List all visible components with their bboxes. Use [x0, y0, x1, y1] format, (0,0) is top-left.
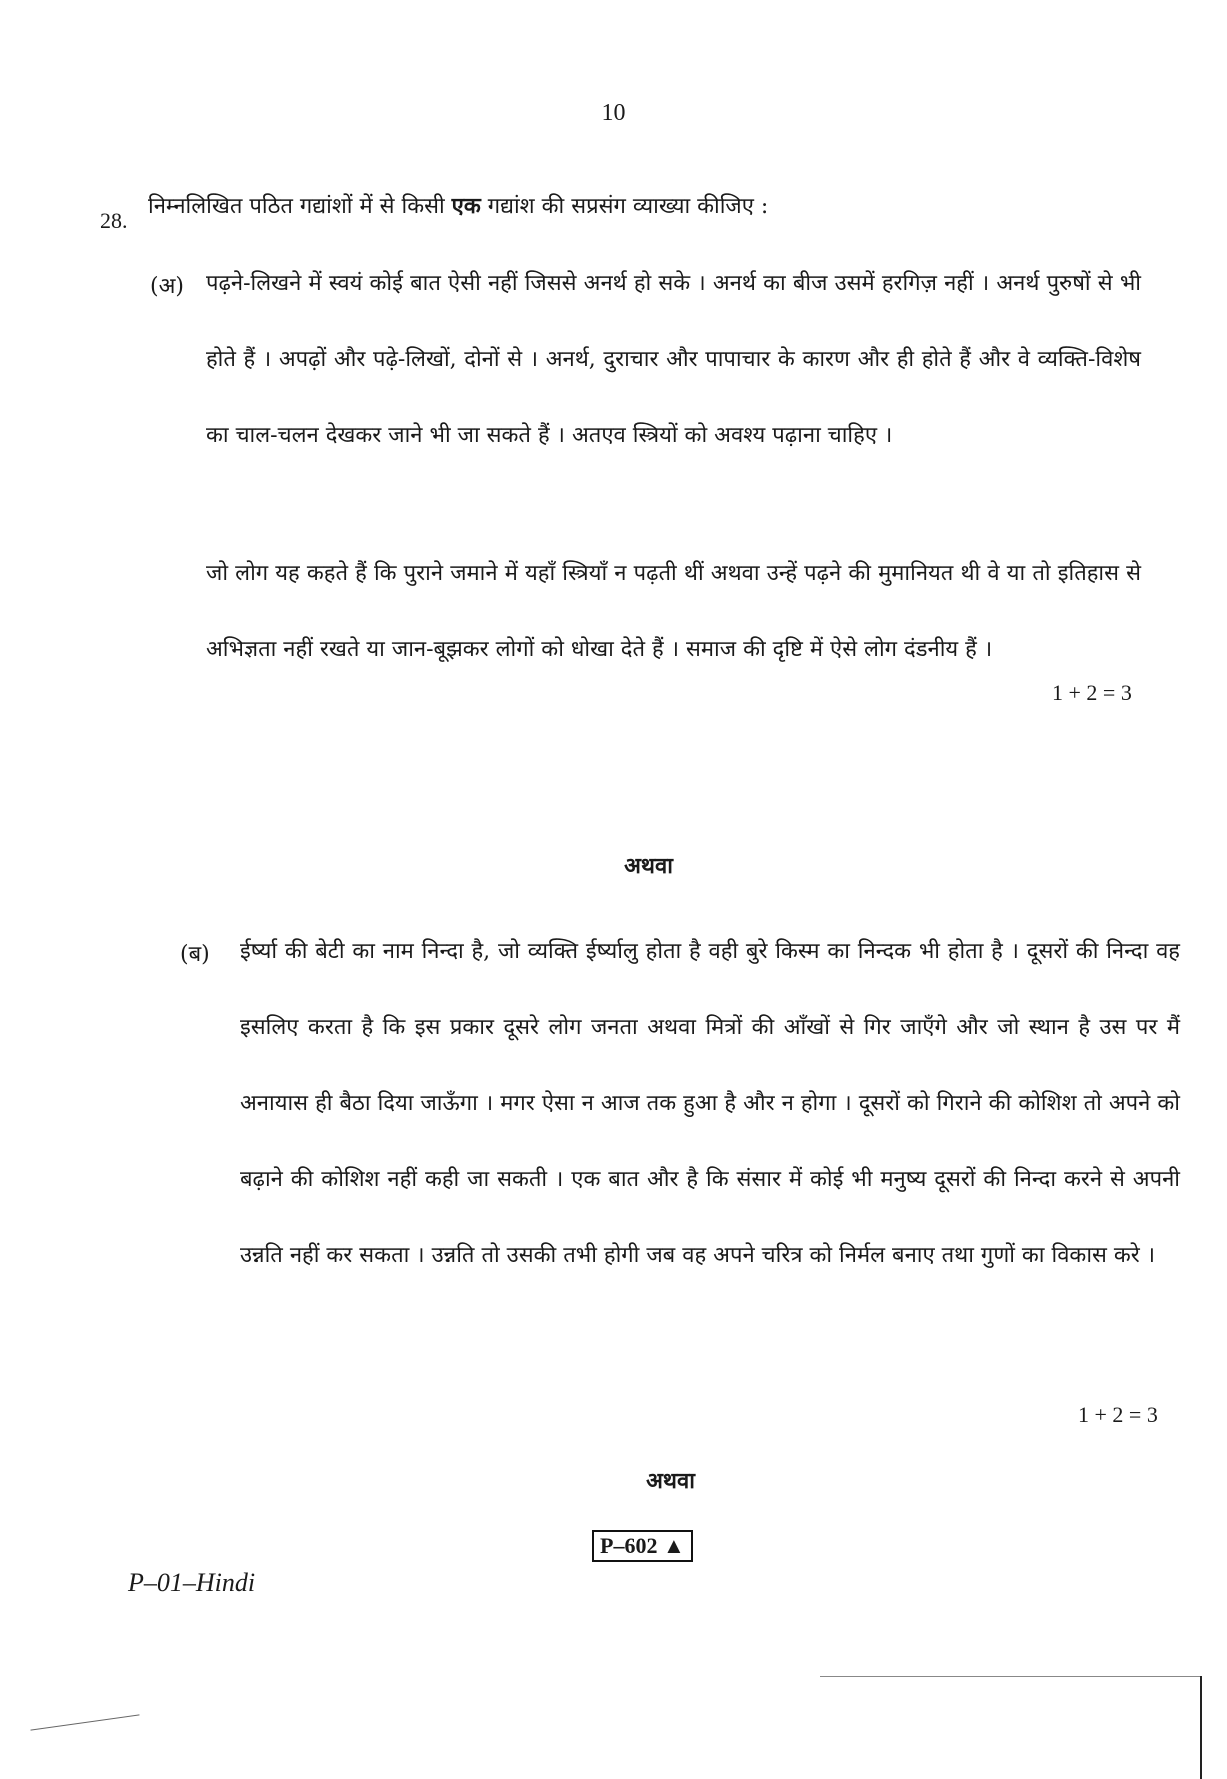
page-number: 10 — [601, 100, 626, 126]
separator-or-2: अथवा — [646, 1468, 695, 1494]
instruction-text-before: निम्नलिखित पठित गद्यांशों में से किसी — [148, 194, 452, 219]
instruction-emphasis: एक — [451, 193, 481, 219]
scan-edge-right — [1200, 1676, 1202, 1779]
option-a-paragraph-2: जो लोग यह कहते हैं कि पुराने जमाने में यहाँ स्त्रियाँ न पढ़ती थीं अथवा उन्हें पढ़ने की मुमानियत थी वे या तो इतिहास से अभिज्ञता नहीं रखते या जान-बूझकर लोगों को धोखा देते हैं । समाज की दृष्टि में ऐसे लोग दंडनीय हैं । — [206, 561, 1141, 662]
scan-edge-bottom-right — [820, 1676, 1200, 1677]
instruction-text-after: गद्यांश की सप्रसंग व्याख्या कीजिए : — [480, 194, 769, 219]
question-instruction — [148, 190, 768, 220]
footer-subject-code: P–01–Hindi — [128, 1568, 256, 1597]
option-a-marks: 1 + 2 = 3 — [1052, 680, 1132, 705]
paper-code: P–602 ▲ — [592, 1530, 693, 1562]
option-b-paragraph-1: ईर्ष्या की बेटी का नाम निन्दा है, जो व्यक्ति ईर्ष्यालु होता है वही बुरे किस्म का निन्दक भी होता है । दूसरों की निन्दा वह इसलिए करता है कि इस प्रकार दूसरे लोग जनता अथवा मित्रों की आँखों से गिर जाएँगे और जो स्थान है उस पर मैं अनायास ही बैठा दिया जाऊँगा । मगर ऐसा न आज तक हुआ है और न होगा । दूसरों को गिराने की कोशिश तो अपने को बढ़ाने की कोशिश नहीं कही जा सकती । एक बात और है कि संसार में कोई भी मनुष्य दूसरों की निन्दा करने से अपनी उन्नति नहीं कर सकता । उन्नति तो उसकी तभी होगी जब वह अपने चरित्र को निर्मल बनाए तथा गुणों का विकास करे । — [240, 939, 1180, 1268]
scan-edge-bottom-left — [30, 1714, 139, 1730]
option-b-label: (ब) — [180, 942, 210, 967]
separator-or-1: अथवा — [624, 853, 673, 879]
option-a-paragraph-1: पढ़ने-लिखने में स्वयं कोई बात ऐसी नहीं जिससे अनर्थ हो सके । अनर्थ का बीज उसमें हरगिज़ नहीं । अनर्थ पुरुषों से भी होते हैं । अपढ़ों और पढ़े-लिखों, दोनों से । अनर्थ, दुराचार और पापाचार के कारण और ही होते हैं और वे व्यक्ति-विशेष का चाल-चलन देखकर जाने भी जा सकते हैं । अतएव स्त्रियों को अवश्य पढ़ाना चाहिए । — [206, 271, 1141, 448]
question-number: 28. — [100, 208, 128, 233]
option-a-label: (अ) — [150, 274, 184, 299]
option-b-marks: 1 + 2 = 3 — [1078, 1402, 1158, 1427]
